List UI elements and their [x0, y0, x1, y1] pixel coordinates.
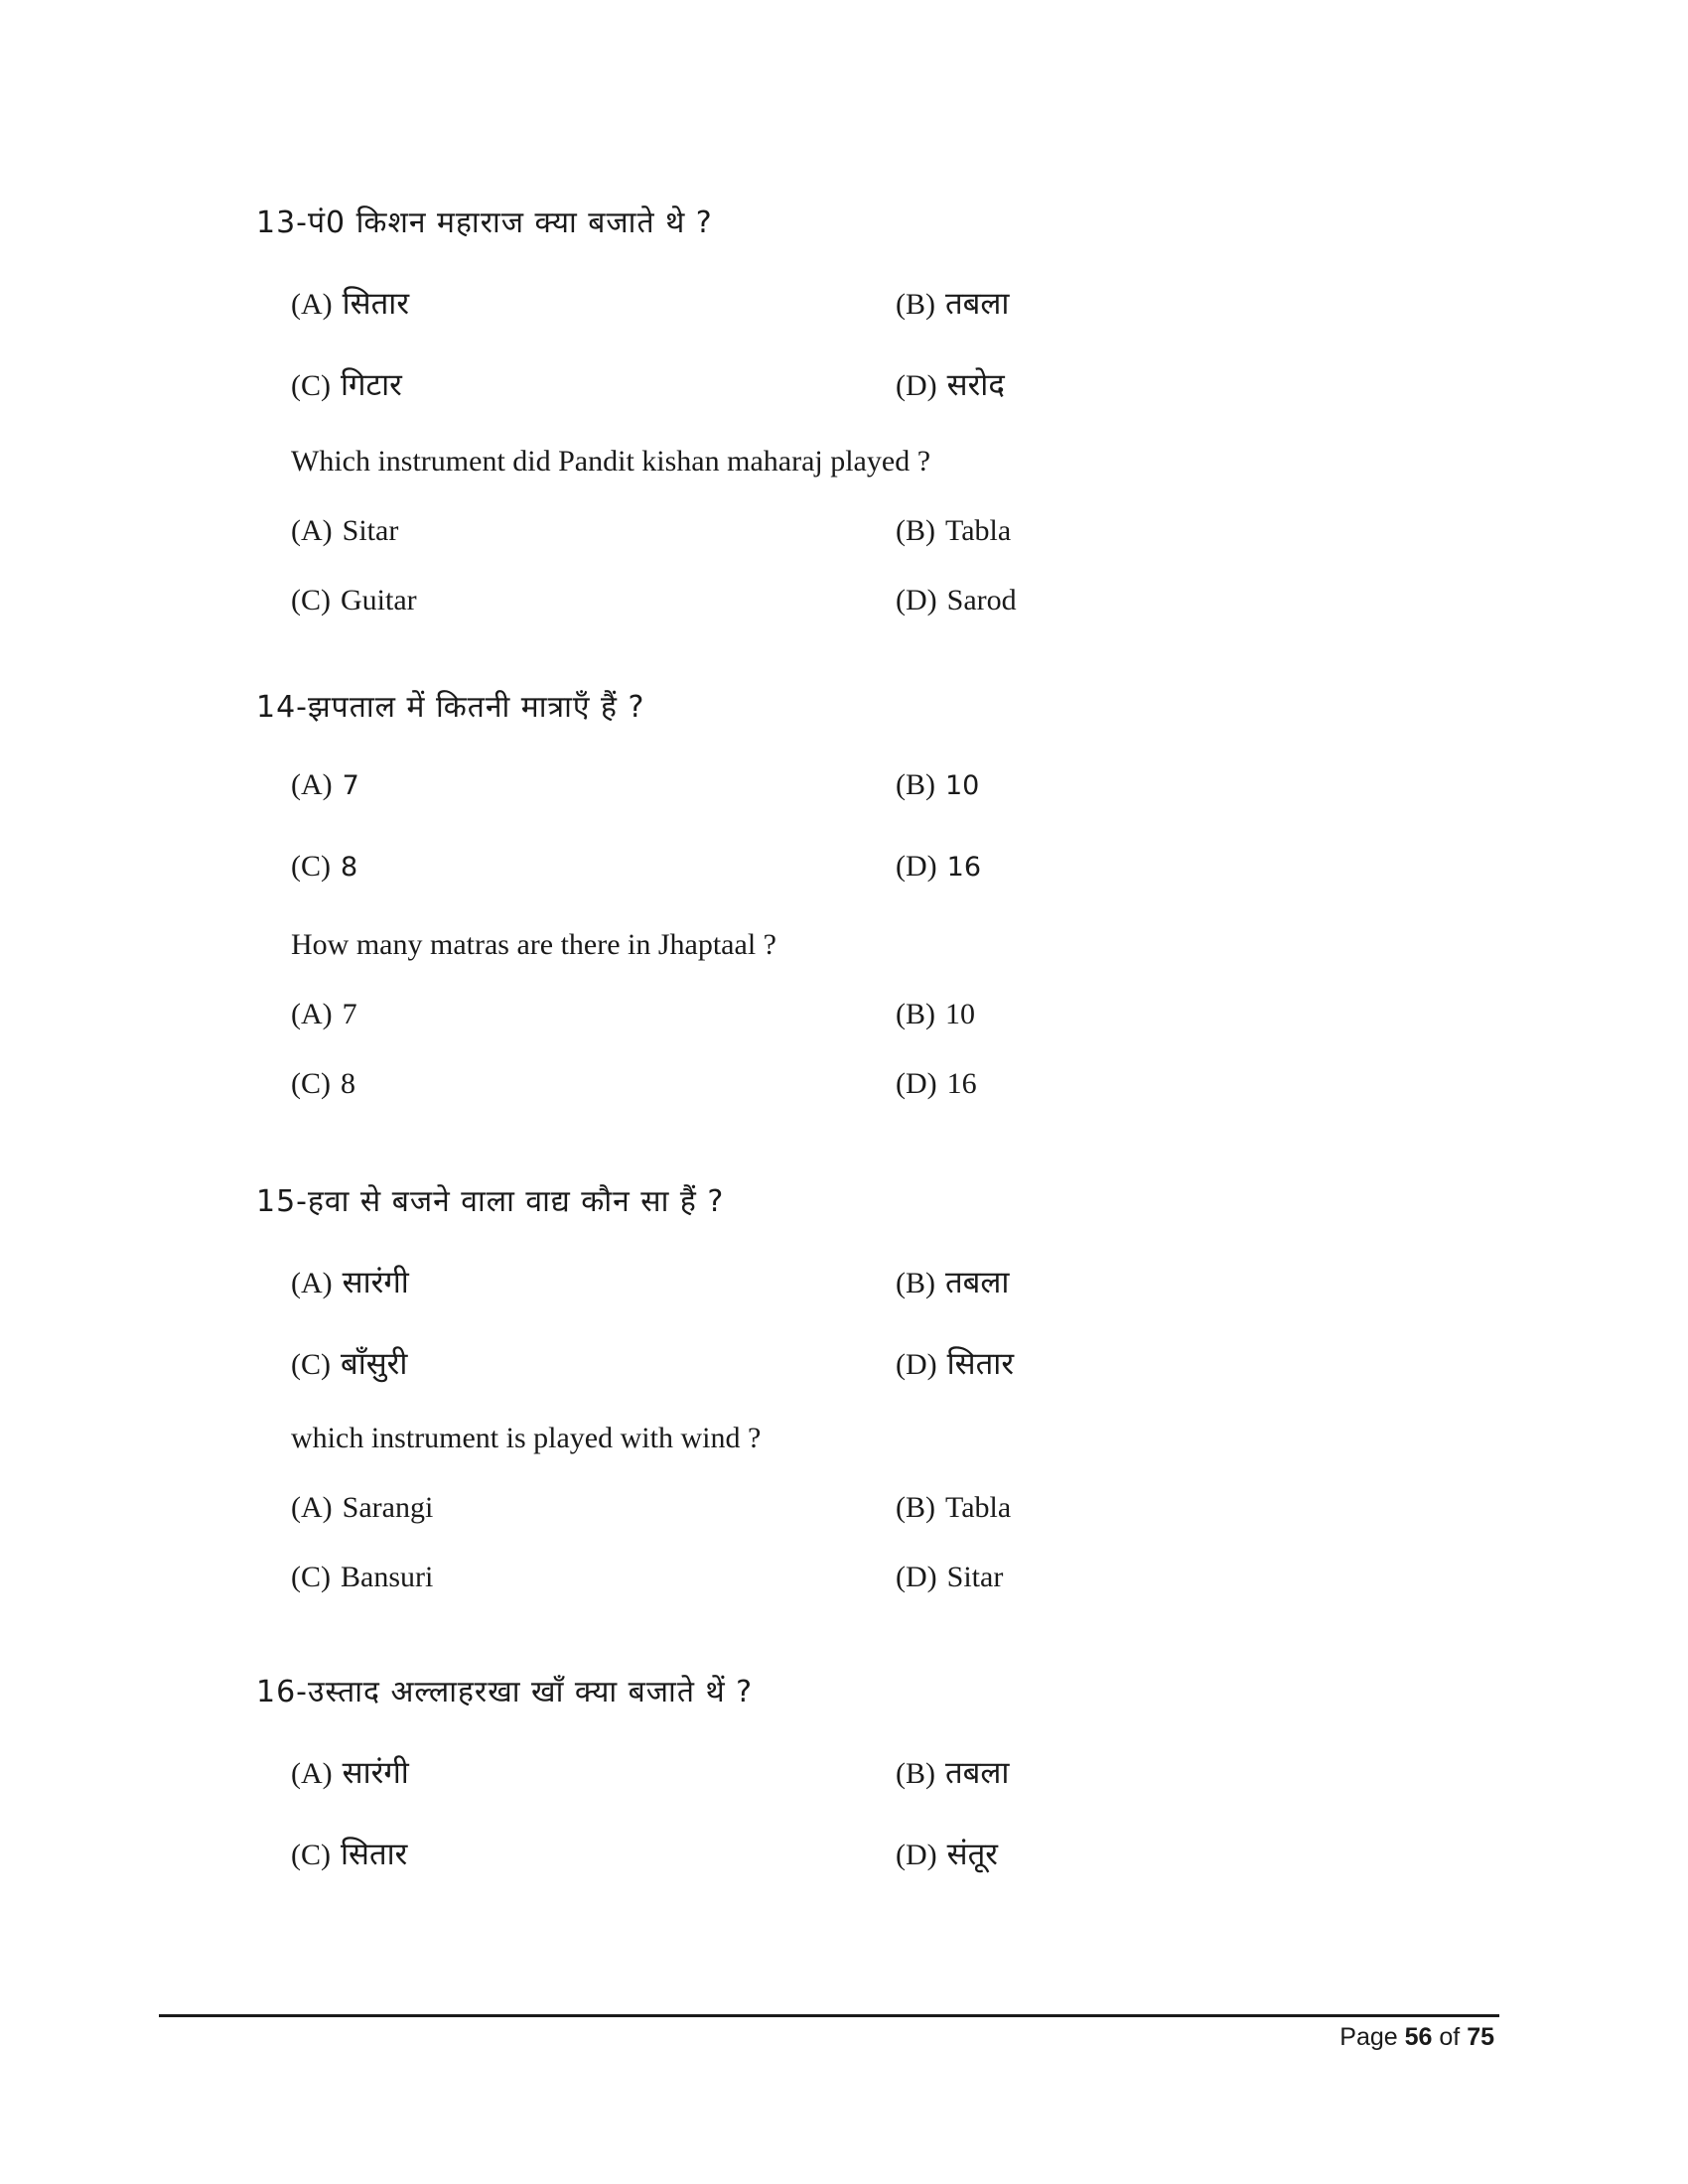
q15-hi-option-a [291, 1261, 409, 1302]
option-key: (C) [291, 584, 331, 616]
option-value: तबला [945, 286, 1010, 322]
q13-hi-option-b [896, 282, 1009, 324]
option-value: 8 [341, 1067, 355, 1100]
option-value: तबला [945, 1265, 1010, 1300]
option-key: (B) [896, 288, 935, 321]
question-13-hindi: 13-पं0 किशन महाराज क्या बजाते थे ? [256, 205, 713, 240]
option-key: (D) [896, 1348, 937, 1381]
option-key: (C) [291, 1561, 331, 1593]
option-value: बाँसुरी [341, 1346, 408, 1382]
option-value: Sarod [946, 584, 1017, 616]
option-key: (D) [896, 1561, 937, 1593]
q14-hi-option-d [896, 850, 981, 884]
q15-en-option-d [896, 1561, 1003, 1594]
option-key: (D) [896, 1067, 937, 1100]
option-value: सारंगी [342, 1755, 409, 1791]
q13-en-option-c [291, 584, 417, 617]
option-key: (A) [291, 1491, 333, 1524]
option-value: 7 [342, 998, 357, 1030]
option-key: (D) [896, 1839, 937, 1871]
option-key: (A) [291, 998, 333, 1030]
option-key: (C) [291, 1067, 331, 1100]
q14-hi-option-a [291, 768, 359, 802]
option-key: (D) [896, 369, 937, 402]
option-value: 10 [945, 770, 980, 801]
option-key: (B) [896, 1267, 935, 1299]
option-value: Sarangi [342, 1491, 434, 1524]
option-value: Guitar [341, 584, 417, 616]
question-14-english: How many matras are there in Jhaptaal ? [291, 928, 776, 961]
q13-hi-option-c [291, 363, 402, 405]
option-key: (B) [896, 768, 935, 801]
q14-en-option-a [291, 998, 357, 1031]
option-key: (C) [291, 369, 331, 402]
option-key: (B) [896, 1757, 935, 1790]
q13-en-option-d [896, 584, 1017, 617]
total-pages: 75 [1467, 2023, 1494, 2051]
q15-hi-option-b [896, 1261, 1009, 1302]
question-16-hindi: 16-उस्ताद अल्लाहरखा खाँ क्या बजाते थें ? [256, 1675, 754, 1709]
option-key: (A) [291, 768, 333, 801]
option-value: तबला [945, 1755, 1010, 1791]
q13-en-option-a [291, 514, 398, 548]
option-value: Tabla [945, 514, 1012, 547]
page-number [1339, 2023, 1494, 2052]
q15-en-option-b [896, 1491, 1011, 1525]
option-value: सितार [342, 286, 410, 322]
q13-hi-option-d [896, 363, 1005, 405]
option-value: संतूर [946, 1837, 998, 1872]
option-key: (D) [896, 850, 937, 883]
question-15-english: which instrument is played with wind ? [291, 1422, 762, 1454]
q13-hi-option-a [291, 282, 409, 324]
q14-en-option-d [896, 1067, 977, 1101]
q15-en-option-a [291, 1491, 433, 1525]
q13-en-option-b [896, 514, 1011, 548]
option-key: (A) [291, 1757, 333, 1790]
q15-hi-option-c [291, 1342, 407, 1384]
option-value: सितार [946, 1346, 1015, 1382]
q15-en-option-c [291, 1561, 433, 1594]
q14-en-option-b [896, 998, 975, 1031]
option-value: Bansuri [341, 1561, 434, 1593]
option-value: 7 [342, 770, 359, 801]
page-word: Page [1339, 2023, 1398, 2051]
question-15-hindi: 15-हवा से बजने वाला वाद्य कौन सा हैं ? [256, 1184, 725, 1219]
option-key: (A) [291, 514, 333, 547]
option-value: Sitar [342, 514, 399, 547]
footer-divider [159, 2014, 1499, 2017]
q16-hi-option-b [896, 1751, 1009, 1793]
option-value: 10 [945, 998, 975, 1030]
option-value: सितार [341, 1837, 408, 1872]
question-14-hindi: 14-झपताल में कितनी मात्राएँ हैं ? [256, 690, 645, 725]
q15-hi-option-d [896, 1342, 1014, 1384]
option-value: 16 [946, 1067, 977, 1100]
q16-hi-option-a [291, 1751, 409, 1793]
current-page: 56 [1404, 2023, 1433, 2051]
option-key: (B) [896, 514, 935, 547]
q14-hi-option-b [896, 768, 979, 802]
q16-hi-option-c [291, 1833, 407, 1874]
option-value: गिटार [341, 367, 402, 403]
option-value: सरोद [946, 367, 1005, 403]
option-key: (D) [896, 584, 937, 616]
option-key: (B) [896, 998, 935, 1030]
of-word: of [1439, 2023, 1461, 2051]
q14-en-option-c [291, 1067, 355, 1101]
option-key: (C) [291, 850, 331, 883]
option-key: (A) [291, 288, 333, 321]
q14-hi-option-c [291, 850, 357, 884]
option-key: (B) [896, 1491, 935, 1524]
option-value: 16 [946, 852, 982, 883]
option-key: (C) [291, 1839, 331, 1871]
option-key: (C) [291, 1348, 331, 1381]
option-value: Sitar [946, 1561, 1004, 1593]
option-value: Tabla [945, 1491, 1012, 1524]
option-value: 8 [341, 852, 358, 883]
option-value: सारंगी [342, 1265, 409, 1300]
question-13-english: Which instrument did Pandit kishan maharaj played ? [291, 445, 931, 478]
q16-hi-option-d [896, 1833, 998, 1874]
option-key: (A) [291, 1267, 333, 1299]
